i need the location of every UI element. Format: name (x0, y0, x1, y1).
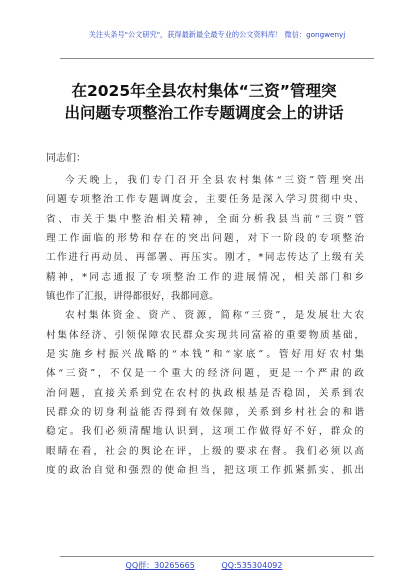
body-line: 稳定。我们必须清醒地认识到，这项工作做得好不好，群众的 (46, 426, 364, 438)
title-line-2: 出问题专项整治工作专题调度会上的讲话 (64, 104, 344, 122)
body-line: 村集体经济、引领保障农民群众实现共同富裕的重要物质基础， (46, 329, 364, 341)
body-line: 今天晚上，我们专门召开全县农村集体“三资”管理突出 (65, 175, 364, 186)
body-line: 眼睛在看，社会的舆论在评，上级的要求在督。我们必须以高 (46, 445, 364, 457)
footer-qq[interactable]: QQ:535304092 (221, 561, 283, 570)
body-line: 精神，*同志通报了专项整治工作的进展情况，相关部门和乡 (46, 271, 364, 283)
document-body (46, 171, 364, 481)
body-line: 镇也作了汇报，讲得都很好，我都同意。 (46, 291, 219, 303)
body-line: 民群众的切身利益能否得到有效保障，关系到乡村社会的和谐 (46, 407, 364, 419)
salutation: 同志们： (46, 153, 86, 164)
body-line: 问题专项整治工作专题调度会，主要任务是深入学习贯彻中央、 (46, 194, 364, 206)
body-line: 是实施乡村振兴战略的“本钱”和“家底”。管好用好农村集 (46, 349, 364, 361)
body-line: 体“三资”，不仅是一个重大的经济问题，更是一个严肃的政 (46, 368, 364, 380)
body-line: 度的政治自觉和强烈的使命担当，把这项工作抓紧抓实、抓出 (46, 465, 364, 477)
header-banner (60, 6, 374, 59)
footer-divider (60, 556, 374, 557)
footer-qq-group[interactable]: QQ群：30265665 (125, 561, 195, 570)
body-line: 治问题，直接关系到党在农村的执政根基是否稳固，关系到农 (46, 387, 364, 399)
body-line: 省、市关于集中整治相关精神，全面分析我县当前“三资”管 (46, 213, 364, 225)
body-line: 农村集体资金、资产、资源，简称“三资”，是发展壮大农 (65, 310, 364, 322)
header-banner-text: 关注头条号"公文研究"，获得最新最全最专业的公文资料库！ 微信：gongwenyj (88, 30, 346, 39)
body-line: 工作进行再动员、再部署、再压实。刚才，*同志传达了上级有关 (46, 252, 364, 264)
title-line-1: 在2025年全县农村集体“三资”管理突 (71, 82, 337, 100)
document-title (30, 80, 378, 124)
footer (0, 560, 408, 571)
body-line: 理工作面临的形势和存在的突出问题，对下一阶段的专项整治 (46, 233, 364, 245)
